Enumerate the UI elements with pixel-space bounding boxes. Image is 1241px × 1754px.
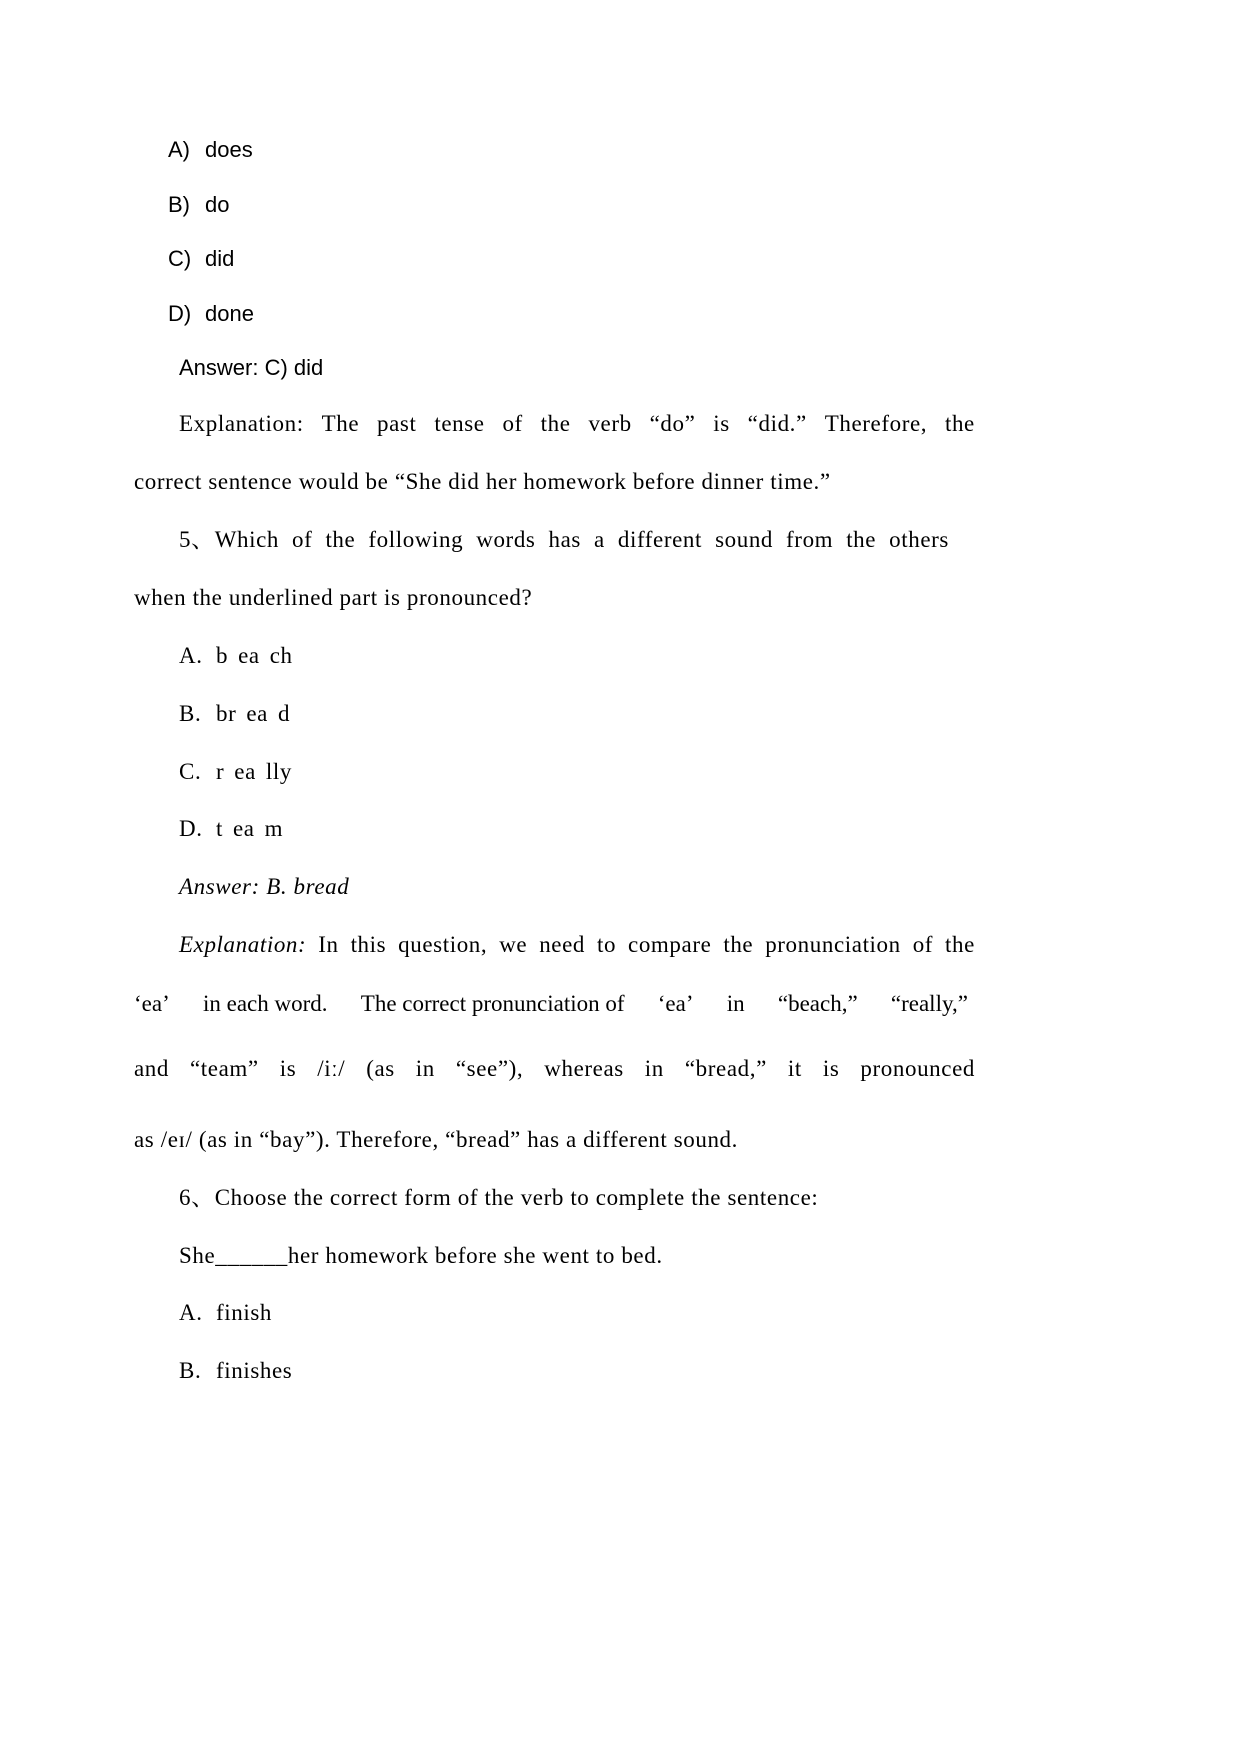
option-text: do: [205, 192, 230, 217]
option-letter: A.: [179, 1300, 203, 1325]
option-part: m: [264, 816, 284, 841]
word: The: [321, 411, 360, 436]
explanation-label: Explanation:: [179, 932, 307, 957]
option-text: finishes: [216, 1358, 293, 1383]
prev-explanation-line2: correct sentence would be “She did her homework before dinner time.”: [134, 469, 831, 494]
option-text: does: [205, 137, 253, 162]
word: “beach,”: [777, 991, 858, 1016]
q5-stem-line1: [179, 528, 949, 551]
word: others: [889, 527, 949, 552]
word: “did.”: [747, 411, 807, 436]
word: question,: [398, 932, 488, 957]
word: a: [594, 527, 605, 552]
word: whereas: [544, 1056, 624, 1081]
q5-option-c: [179, 760, 292, 783]
option-part: ea: [238, 643, 260, 668]
option-text: done: [205, 301, 254, 326]
word: Therefore,: [824, 411, 928, 436]
option-a: [168, 139, 253, 161]
word: to: [596, 932, 617, 957]
word: and: [134, 1056, 170, 1081]
option-letter: A.: [179, 643, 203, 668]
word: “bread,”: [684, 1056, 767, 1081]
word: tense: [434, 411, 485, 436]
word: it: [787, 1056, 802, 1081]
option-letter: D.: [179, 816, 203, 841]
option-letter: B): [168, 192, 190, 217]
word: the: [944, 411, 975, 436]
word: in: [644, 1056, 664, 1081]
q6-option-b: [179, 1359, 292, 1382]
q6-stem-line1: 6、Choose the correct form of the verb to complete the sentence:: [179, 1185, 819, 1210]
word: “see”),: [455, 1056, 524, 1081]
word: the: [723, 932, 754, 957]
word: (as: [366, 1056, 395, 1081]
word: is: [713, 411, 730, 436]
option-c: [168, 248, 234, 270]
prev-answer: Answer: C) did: [179, 355, 324, 380]
word: has: [548, 527, 581, 552]
q6-stem-line2: She______her homework before she went to bed.: [179, 1243, 663, 1268]
option-text: did: [205, 246, 235, 271]
option-letter: D): [168, 301, 192, 326]
word: ‘ea’: [657, 991, 694, 1016]
word: Explanation:: [179, 411, 304, 436]
q5-explanation-line1: [179, 933, 975, 956]
word: in: [415, 1056, 435, 1081]
word: in each word.: [202, 991, 328, 1016]
word: following: [368, 527, 464, 552]
word: is: [279, 1056, 297, 1081]
word: of: [912, 932, 934, 957]
option-letter: B.: [179, 1358, 202, 1383]
word: “team”: [190, 1056, 259, 1081]
word: different: [617, 527, 703, 552]
option-part: t: [216, 816, 223, 841]
word: pronunciation: [765, 932, 901, 957]
word: the: [945, 932, 975, 957]
option-letter: C.: [179, 759, 202, 784]
word: the: [540, 411, 571, 436]
option-part: d: [277, 701, 291, 726]
word: the: [846, 527, 877, 552]
word: words: [476, 527, 536, 552]
option-part: ch: [269, 643, 293, 668]
option-text: finish: [216, 1300, 272, 1325]
option-part: lly: [265, 759, 292, 784]
option-letter: B.: [179, 701, 202, 726]
word: /iː/: [317, 1056, 346, 1081]
word: past: [377, 411, 417, 436]
word: pronounced: [860, 1056, 975, 1081]
option-letter: C): [168, 246, 192, 271]
word: ‘ea’: [134, 991, 170, 1016]
word: In: [318, 932, 339, 957]
q5-answer: Answer: B. bread: [179, 874, 350, 899]
word: in: [726, 991, 745, 1016]
word: need: [539, 932, 586, 957]
word: “really,”: [890, 991, 968, 1016]
word: of: [292, 527, 313, 552]
word: from: [786, 527, 834, 552]
word: verb: [588, 411, 632, 436]
option-b: [168, 194, 229, 216]
q5-stem-line2: when the underlined part is pronounced?: [134, 585, 533, 610]
word: “do”: [649, 411, 696, 436]
option-part: ea: [233, 816, 255, 841]
word: 5、Which: [179, 527, 280, 552]
q5-option-d: [179, 817, 283, 840]
option-part: r: [216, 759, 225, 784]
option-letter: A): [168, 137, 190, 162]
q5-option-b: [179, 702, 290, 725]
word: The correct pronunciation of: [360, 991, 625, 1016]
word: of: [502, 411, 523, 436]
option-d: [168, 303, 254, 325]
q5-explanation-line3: [134, 1057, 975, 1080]
option-part: ea: [246, 701, 268, 726]
word: this: [350, 932, 387, 957]
word: sound: [715, 527, 774, 552]
prev-explanation-line1: [179, 412, 975, 435]
option-part: b: [216, 643, 229, 668]
q5-explanation-line2: [134, 992, 968, 1015]
word: we: [499, 932, 528, 957]
q5-option-a: [179, 644, 293, 667]
option-part: ea: [234, 759, 256, 784]
q5-explanation-line4: as /eɪ/ (as in “bay”). Therefore, “bread” has a different sound.: [134, 1127, 738, 1152]
option-part: br: [216, 701, 237, 726]
word: the: [325, 527, 356, 552]
word: compare: [628, 932, 712, 957]
word: is: [822, 1056, 840, 1081]
q6-option-a: [179, 1301, 272, 1324]
